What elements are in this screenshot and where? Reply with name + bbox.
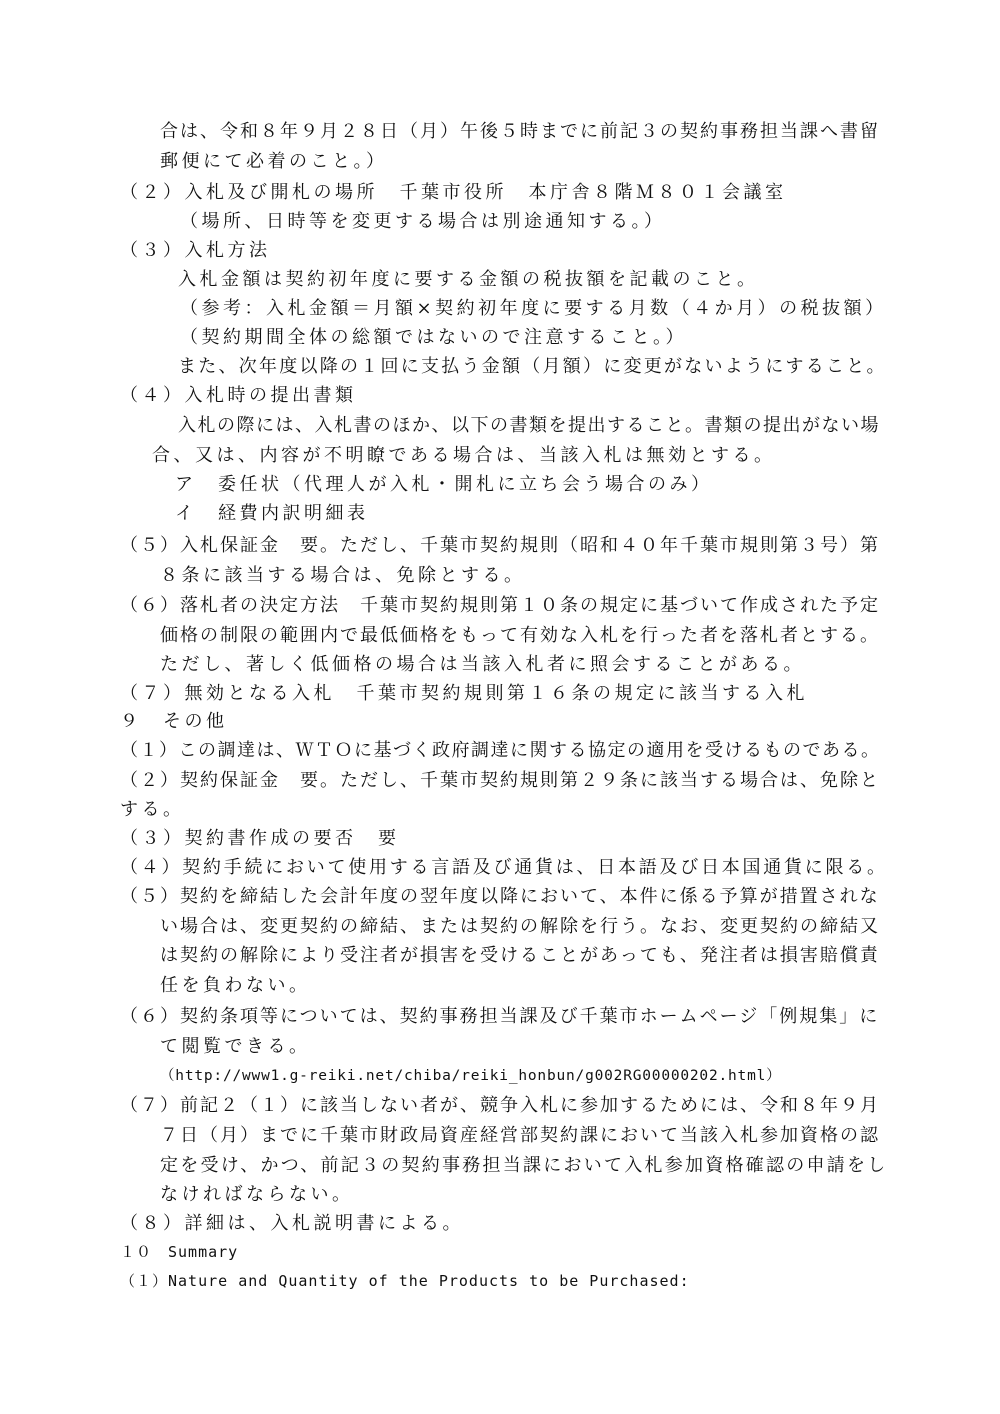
text-line: い場合は、変更契約の締結、または契約の解除を行う。なお、変更契約の締結又 [160,916,880,937]
reference-url: （http://www1.g-reiki.net/chiba/reiki_honbun/g002RG00000202.html） [160,1068,782,1084]
text-line: （６）落札者の決定方法 千葉市契約規則第１０条の規定に基づいて作成された予定 [120,595,880,616]
text-line: 入札の際には、入札書のほか、以下の書類を提出すること。書類の提出がない場 [178,415,880,436]
text-line: （３）入札方法 [120,240,271,261]
text-line: （５）契約を締結した会計年度の翌年度以降において、本件に係る予算が措置されな [120,886,880,907]
text-line: （６）契約条項等については、契約事務担当課及び千葉市ホームページ「例規集」に [120,1006,880,1027]
text-line: ７日（月）までに千葉市財政局資産経営部契約課において当該入札参加資格の認 [160,1125,880,1146]
text-line: （１）この調達は、ＷＴＯに基づく政府調達に関する協定の適用を受けるものである。 [120,740,881,761]
text-line: ア 委任状（代理人が入札・開札に立ち会う場合のみ） [175,474,713,495]
text-line: 郵便にて必着のこと。） [160,151,388,172]
section-heading: １０ Summary [120,1243,239,1261]
text-line: 定を受け、かつ、前記３の契約事務担当課において入札参加資格確認の申請をし [160,1155,888,1176]
text-line: 任を負わない。 [160,975,311,996]
text-line: て閲覧できる。 [160,1036,311,1057]
text-line: なければならない。 [160,1184,354,1205]
text-line: （４）入札時の提出書類 [120,385,357,406]
text-line: （７）前記２（１）に該当しない者が、競争入札に参加するためには、令和８年９月 [120,1095,880,1116]
text-line: （５）入札保証金 要。ただし、千葉市契約規則（昭和４０年千葉市規則第３号）第 [120,535,880,556]
text-line: （４）契約手続において使用する言語及び通貨は、日本語及び日本国通貨に限る。 [120,857,888,878]
text-line: （場所、日時等を変更する場合は別途通知する。） [180,211,666,232]
text-line: （２）入札及び開札の場所 千葉市役所 本庁舎８階Ｍ８０１会議室 [120,182,787,203]
text-line: （参考：入札金額＝月額×契約初年度に要する月数（４か月）の税抜額） [180,298,887,319]
text-line: 入札金額は契約初年度に要する金額の税抜額を記載のこと。 [178,269,759,290]
text-line: （２）契約保証金 要。ただし、千葉市契約規則第２９条に該当する場合は、免除と [120,770,880,791]
text-line: （７）無効となる入札 千葉市契約規則第１６条の規定に該当する入札 [120,683,808,704]
section-heading: ９ その他 [120,711,228,732]
text-line: （１）Nature and Quantity of the Products to be Purchased: [120,1272,690,1290]
text-line: （３）契約書作成の要否 要 [120,828,400,849]
text-line: する。 [120,799,185,820]
text-line: イ 経費内訳明細表 [175,503,369,524]
text-line: 合は、令和８年９月２８日（月）午後５時までに前記３の契約事務担当課へ書留 [160,121,880,142]
text-line: 価格の制限の範囲内で最低価格をもって有効な入札を行った者を落札者とする。 [160,625,880,646]
text-line: は契約の解除により受注者が損害を受けることがあっても、発注者は損害賠償責 [160,945,880,966]
text-line: また、次年度以降の１回に支払う金額（月額）に変更がないようにすること。 [178,356,887,377]
text-line: （８）詳細は、入札説明書による。 [120,1213,464,1234]
text-line: 合、又は、内容が不明瞭である場合は、当該入札は無効とする。 [152,445,776,466]
text-line: （契約期間全体の総額ではないので注意すること。） [180,327,687,348]
text-line: ただし、著しく低価格の場合は当該入札者に照会することがある。 [160,654,805,675]
text-line: ８条に該当する場合は、免除とする。 [160,565,526,586]
